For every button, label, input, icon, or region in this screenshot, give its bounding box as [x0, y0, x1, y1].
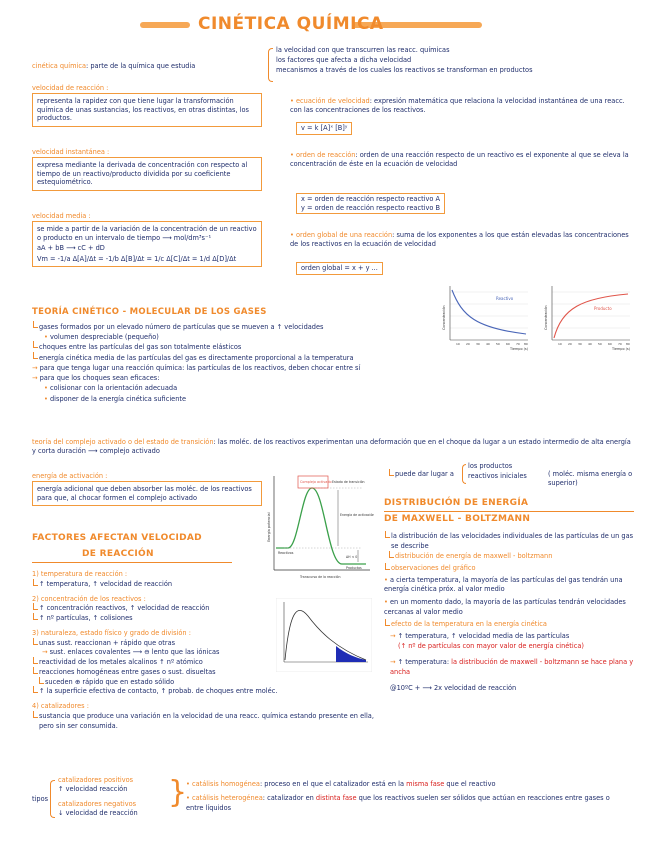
maxwell-t2: → ↑ temperatura: la distribución de maxwell - boltzmann se hace plana y ancha	[390, 657, 634, 676]
energy-box-left: Complejo activado	[300, 480, 332, 484]
vel-instantanea-box	[32, 157, 262, 191]
tipo-pos-2: ↑ velocidad reacción	[58, 784, 128, 793]
tipos-label: tipos	[32, 795, 49, 803]
factores-title-1: FACTORES AFECTAN VELOCIDAD	[32, 533, 202, 543]
tipo-neg-2: ↓ velocidad de reacción	[58, 808, 138, 817]
tick: 50	[598, 342, 602, 346]
maxwell-t2a: ↑ temperatura:	[397, 657, 450, 666]
teoria-line: • colisionar con la orientación adecuada	[32, 383, 462, 393]
orden-box	[296, 193, 445, 214]
hom-text: : proceso en el que el catalizador está en la	[259, 780, 405, 788]
maxwell-title-underline	[384, 511, 634, 512]
maxwell-l2: distribución de energía de maxwell - boltzmann	[388, 552, 634, 562]
vel-media-formula: Vm = -1/a Δ[A]/Δt = -1/b Δ[B]/Δt = 1/c Δ[C]/Δt = 1/d Δ[D]/Δt	[37, 254, 237, 263]
factor-2: 2) concentración de los reactivos :	[32, 594, 146, 603]
reactivo-xlabel: Tiempo (s)	[510, 347, 529, 351]
het-red: distinta fase	[315, 793, 357, 802]
vel-reaccion-text: representa la rapidez con que tiene lugar la transformación química de unas sustancias, los reactivos, en otras distintas, los productos.	[37, 97, 249, 123]
tick: 80	[524, 342, 528, 346]
maxwell-title-2: DE MAXWELL - BOLTZMANN	[384, 514, 531, 524]
intro-label: cinética química	[32, 62, 86, 70]
factor-3b: → sust. enlaces covalentes ⟶ ⊖ lento que las iónicas	[42, 648, 220, 657]
maxwell-body	[384, 532, 634, 693]
hom-red: misma fase	[406, 780, 445, 788]
hom-label: catálisis homogénea	[192, 780, 260, 788]
maxwell-t1-text: ↑ temperatura, ↑ velocidad media de las partículas	[397, 632, 570, 641]
pueden-note: ( moléc. misma energía o superior)	[548, 470, 633, 487]
tick: 70	[516, 342, 520, 346]
maxwell-t2b: la distribución de maxwell - boltzmann se hace	[451, 657, 607, 666]
teoria-line: • disponer de la energía cinética suficiente	[32, 394, 462, 404]
teoria-cinetica-title: TEORÍA CINÉTICO - MOLECULAR DE LOS GASES	[32, 307, 267, 317]
vel-reaccion-box	[32, 93, 262, 127]
tipos-brace-2: }	[168, 775, 188, 810]
ecuacion-formula: v = k [A]ˣ [B]ʸ	[296, 122, 352, 135]
tick: 20	[466, 342, 470, 346]
tick: 60	[506, 342, 510, 346]
intro-item: mecanismos a través de los cuales los reactivos se transforman en productos	[276, 66, 533, 75]
maxwell-rule: @10ºC + ⟶ 2x velocidad de reacción	[390, 683, 517, 692]
factor-3f: ↑ la superficie efectiva de contacto, ↑ probab. de choques entre moléc.	[32, 687, 377, 697]
energy-xlabel: Transcurso de la reacción	[300, 575, 341, 579]
vel-media-box	[32, 221, 262, 267]
energia-activacion-box	[32, 481, 262, 506]
orden-line-x: x = orden de reacción respecto reactivo A	[301, 195, 441, 203]
orden: • orden de reacción: orden de una reacción respecto de un reactivo es el exponente al que se eleva la concentración de éste en la ecuación de velocidad	[290, 151, 629, 168]
tick: 50	[496, 342, 500, 346]
maxwell-b2: • en un momento dado, la mayoría de las partículas tendrán velocidades cercanas al valor medio	[384, 598, 634, 618]
pueden-a: los productos	[468, 462, 513, 470]
teoria-line: energía cinética media de las partículas del gas es directamente proporcional a la temperatura	[32, 353, 462, 363]
factores-underline	[32, 562, 232, 563]
pueden-dar: puede dar lugar a	[388, 470, 656, 479]
tick: 60	[608, 342, 612, 346]
maxwell-t1: → ↑ temperatura, ↑ velocidad media de las partículas	[390, 632, 570, 641]
factor-2b: ↑ nº partículas, ↑ colisiones	[32, 614, 377, 624]
page-title: CINÉTICA QUÍMICA	[198, 14, 384, 34]
intro	[32, 62, 195, 71]
het-label: catálisis heterogénea	[192, 793, 263, 802]
factor-3d: reacciones homogéneas entre gases o sust. disueltas	[32, 668, 377, 678]
factores-title-2: DE REACCIÓN	[82, 549, 154, 559]
orden-global-label: orden global de una reacción	[296, 231, 393, 239]
reactivo-legend: Reactivo	[496, 296, 514, 301]
tipo-neg: catalizadores negativos	[58, 799, 137, 808]
chart-reactivo	[440, 282, 532, 354]
catalisis-het	[186, 794, 626, 814]
maxwell-t2c: plana y ancha	[390, 657, 634, 676]
title-bar-left	[140, 22, 190, 28]
het-text: : catalizador en	[262, 793, 314, 802]
maxwell-t1-red: (↑ nº de partículas con mayor valor de energía cinética)	[398, 641, 584, 650]
energy-productos: Productos	[346, 566, 362, 570]
orden-global-formula: orden global = x + y ...	[296, 262, 383, 275]
teoria-line-arrow: → para que tenga lugar una reacción química: las partículas de los reactivos, deben chocar entre sí	[32, 363, 361, 372]
hom-end: que el reactivo	[446, 780, 496, 788]
tick: 10	[456, 342, 460, 346]
vel-reaccion-label: velocidad de reacción :	[32, 84, 109, 92]
energia-activacion-label: energía de activación :	[32, 472, 108, 480]
intro-text: : parte de la química que estudia	[86, 62, 196, 70]
tick: 10	[558, 342, 562, 346]
orden-text: : orden de una reacción respecto de un reactivo es el exponente al que se eleva la concentración de éste en la ecuación de velocidad	[290, 151, 629, 168]
factor-4: 4) catalizadores :	[32, 702, 89, 710]
energy-box-right: Estado de transición	[332, 480, 365, 484]
ecuacion-label: ecuación de velocidad	[296, 97, 370, 105]
tick: 30	[476, 342, 480, 346]
teoria-line: choques entre las partículas del gas son totalmente elásticos	[32, 342, 462, 352]
orden-global-text: : suma de los exponentes a los que están elevadas las concentraciones de los reactivos en la ecuación de velocidad	[290, 231, 629, 248]
energy-ea: Energía de activación	[340, 513, 374, 517]
vel-instantanea-text: expresa mediante la derivada de concentración con respecto al tiempo de un reactivo/producto dividida por su coeficiente estequiométrico.	[37, 161, 248, 187]
teoria-cinetica-list	[32, 322, 462, 404]
factor-3e: suceden ⊕ rápido que en estado sólido	[38, 678, 377, 688]
orden-line-y: y = orden de reacción respecto reactivo B	[301, 203, 441, 212]
producto-ylabel: Concentración	[544, 305, 548, 330]
teoria-line: gases formados por un elevado número de partículas que se mueven a ↑ velocidades	[32, 322, 462, 332]
energy-ylabel: Energía potencial	[267, 512, 271, 542]
teoria-line-arrow: → para que los choques sean eficaces:	[32, 374, 160, 383]
maxwell-b1: • a cierta temperatura, la mayoría de las partículas del gas tendrán una energía cinética próx. al valor medio	[384, 576, 634, 596]
het-end: que los reactivos suelen ser sólidos que actúan en reacciones entre gases o entre líquidos	[186, 793, 610, 812]
tipo-pos: catalizadores positivos	[58, 776, 134, 784]
catalisis-hom	[186, 780, 626, 790]
factor-3a: unas sust. reaccionan + rápido que otras	[32, 639, 377, 649]
ecuacion-text: : expresión matemática que relaciona la velocidad instantánea de una reacc. con las concentraciones de los reactivos.	[290, 97, 625, 114]
teoria-line: para que tenga lugar una reacción química: las partículas de los reactivos, deben chocar entre sí	[39, 363, 361, 372]
orden-global: • orden global de una reacción: suma de los exponentes a los que están elevadas las concentraciones de los reactivos en la ecuación de velocidad	[290, 231, 629, 248]
energy-diagram	[262, 470, 374, 584]
factor-3: 3) naturaleza, estado físico y grado de división :	[32, 628, 191, 637]
intro-item: la velocidad con que transcurren las reacc. químicas	[276, 46, 450, 54]
energy-reactivos: Reactivos	[278, 551, 294, 555]
tick: 40	[588, 342, 592, 346]
complejo	[32, 438, 632, 455]
vel-instantanea-label: velocidad instantánea :	[32, 148, 110, 156]
intro-brace	[268, 48, 273, 82]
chart-producto	[542, 282, 634, 354]
factor-3c: reactividad de los metales alcalinos ↑ nº atómico	[32, 658, 377, 668]
complejo-text: : las moléc. de los reactivos experimentan una deformación que en el choque da lugar a un estado intermedio de alta energía y corta duración ⟶ complejo activado	[32, 438, 631, 455]
pueden-options	[468, 462, 527, 482]
reactivo-ylabel: Concentración	[442, 305, 446, 330]
complejo-label: teoría del complejo activado o del estado de transición	[32, 438, 214, 446]
producto-legend: Producto	[594, 306, 612, 311]
producto-xlabel: Tiempo (s)	[612, 347, 631, 351]
tick: 70	[618, 342, 622, 346]
maxwell-title-1: DISTRIBUCIÓN DE ENERGÍA	[384, 498, 529, 508]
maxwell-efecto: efecto de la temperatura en la energía cinética	[384, 620, 634, 630]
factor-2a: ↑ concentración reactivos, ↑ velocidad de reacción	[32, 604, 377, 614]
intro-item: los factores que afecta a dicha velocidad	[276, 56, 412, 65]
tick: 40	[486, 342, 490, 346]
catalisis-list	[186, 780, 626, 814]
pueden-b: reactivos iniciales	[468, 471, 527, 480]
maxwell-chart	[276, 598, 372, 672]
teoria-line: • volumen despreciable (pequeño)	[32, 332, 462, 342]
tick: 30	[578, 342, 582, 346]
maxwell-l1: la distribución de las velocidades individuales de las partículas de un gas se describe	[384, 532, 634, 552]
factor-4a: sustancia que produce una variación en la velocidad de una reacc. química estando presente en ella, pero sin ser consumida.	[32, 712, 377, 732]
factor-3b-text: sust. enlaces covalentes ⟶ ⊖ lento que las iónicas	[49, 648, 220, 657]
pueden-brace	[462, 464, 466, 484]
tipos-brace	[50, 780, 55, 818]
ecuacion: • ecuación de velocidad: expresión matemática que relaciona la velocidad instantánea de una reacc. con las concentraciones de los reactivos.	[290, 97, 625, 114]
energia-activacion-text: energía adicional que deben absorber las moléc. de los reactivos para que, al chocar formen el complejo activado	[37, 485, 252, 502]
tick: 20	[568, 342, 572, 346]
tick: 80	[626, 342, 630, 346]
intro-list	[276, 45, 533, 76]
vel-media-reaction: aA + bB ⟶ cC + dD	[37, 244, 105, 253]
vel-media-text: se mide a partir de la variación de la concentración de un reactivo o producto en un intervalo de tiempo ⟶ mol/dm³s⁻¹	[37, 225, 257, 242]
orden-label: orden de reacción	[296, 151, 356, 159]
vel-media-label: velocidad media :	[32, 212, 91, 220]
teoria-line: para que los choques sean eficaces:	[39, 374, 160, 383]
tipos-list	[58, 776, 138, 818]
factor-1: 1) temperatura de reacción :	[32, 570, 128, 578]
factor-1a: ↑ temperatura, ↑ velocidad de reacción	[32, 580, 377, 590]
energy-dh: ΔH < 0	[346, 555, 358, 559]
maxwell-obs: observaciones del gráfico	[384, 564, 634, 574]
